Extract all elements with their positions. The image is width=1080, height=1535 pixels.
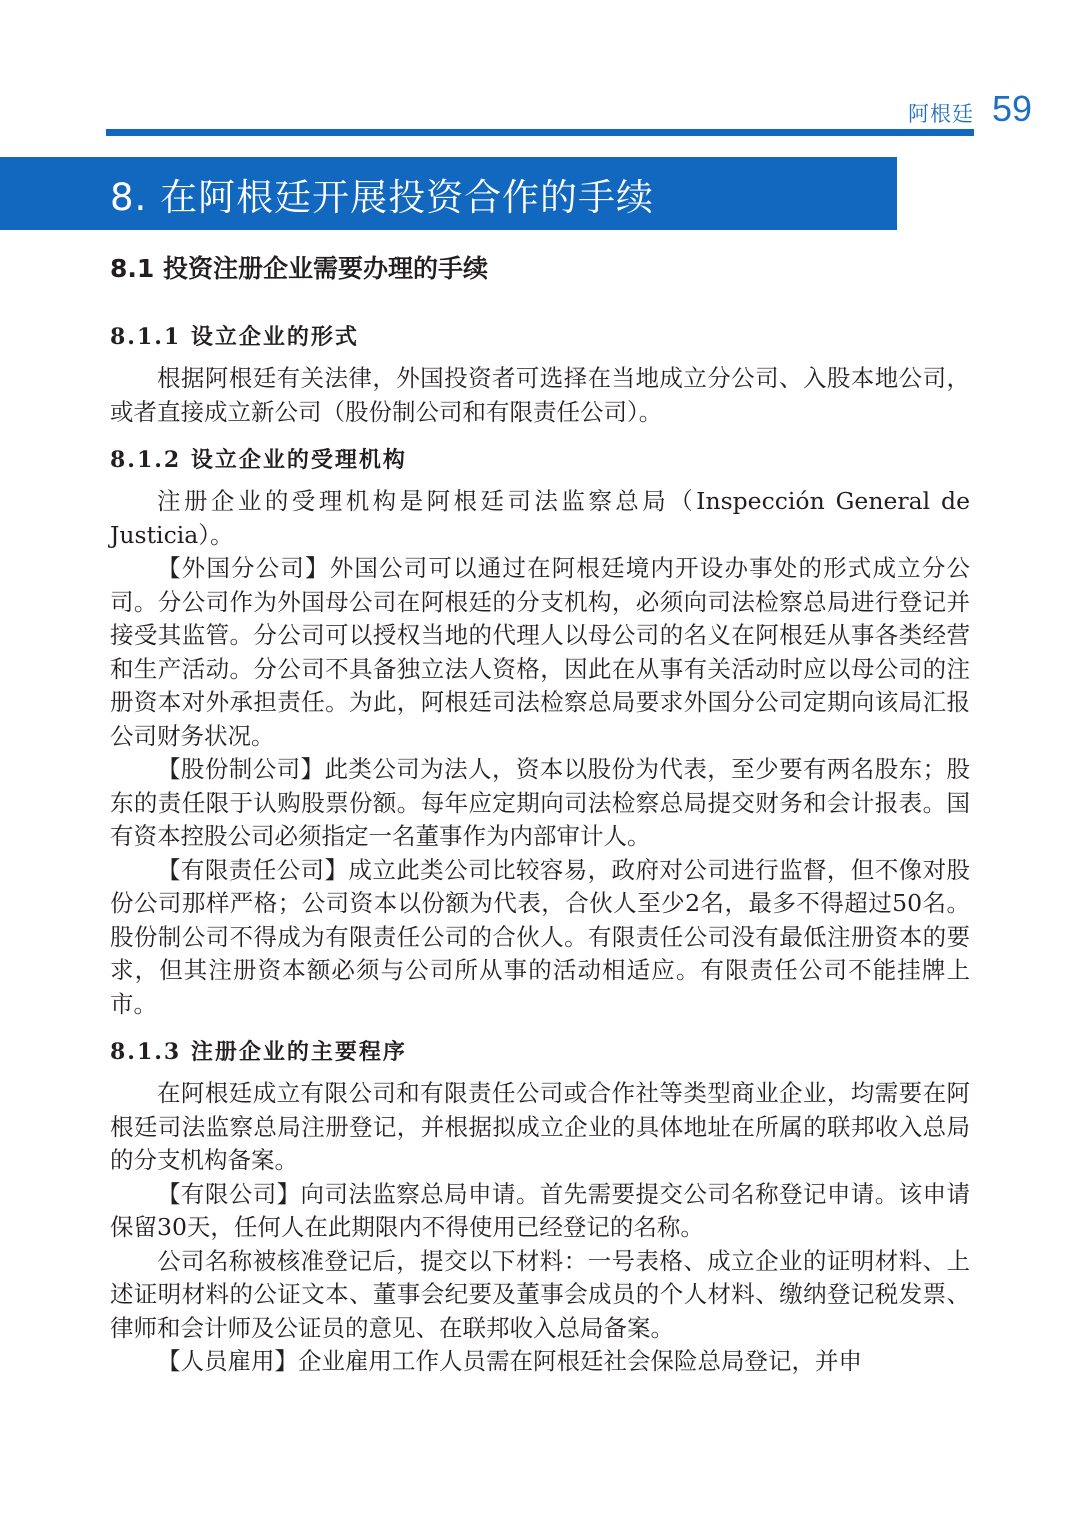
page-content — [110, 246, 970, 1379]
chapter-banner — [0, 157, 897, 230]
page-number: 59 — [991, 88, 1032, 129]
subsection-heading-8-1-3: 8.1.3 注册企业的主要程序 — [110, 1039, 407, 1065]
paragraph-limited-liability-company: 【有限责任公司】成立此类公司比较容易，政府对公司进行监督，但不像对股份公司那样严格；公司资本以份额为代表，合伙人至少2名，最多不得超过50名。股份制公司不得成为有限责任公司的合伙人。有限责任公司没有最低注册资本的要求，但其注册资本额必须与公司所从事的活动相适应。有限责任公司不能挂牌上市。 — [110, 855, 970, 1018]
paragraph-employment: 【人员雇用】企业雇用工作人员需在阿根廷社会保险总局登记，并申 — [157, 1347, 862, 1375]
running-header-country: 阿根廷 — [907, 102, 974, 126]
paragraph-8-1-3-1: 在阿根廷成立有限公司和有限责任公司或合作社等类型商业企业，均需要在阿根廷司法监察总局注册登记，并根据拟成立企业的具体地址在所属的联邦收入总局的分支机构备案。 — [110, 1079, 970, 1174]
running-header — [908, 88, 1032, 132]
paragraph-8-1-2-1: 注册企业的受理机构是阿根廷司法监察总局（Inspección General de Justicia）。 — [110, 487, 970, 549]
subsection-heading-8-1-1: 8.1.1 设立企业的形式 — [110, 324, 359, 350]
paragraph-8-1-1-1: 根据阿根廷有关法律，外国投资者可选择在当地成立分公司、入股本地公司，或者直接成立新公司（股份制公司和有限责任公司）。 — [110, 364, 970, 426]
paragraph-limited-company: 【有限公司】向司法监察总局申请。首先需要提交公司名称登记申请。该申请保留30天，任何人在此期限内不得使用已经登记的名称。 — [110, 1179, 970, 1241]
paragraph-required-materials: 公司名称被核准登记后，提交以下材料：一号表格、成立企业的证明材料、上述证明材料的公证文本、董事会纪要及董事会成员的个人材料、缴纳登记税发票、律师和会计师及公证员的意见、在联邦收入总局备案。 — [110, 1246, 970, 1342]
section-heading-8-1: 8.1 投资注册企业需要办理的手续 — [110, 254, 488, 283]
header-rule — [106, 129, 974, 136]
paragraph-joint-stock-company: 【股份制公司】此类公司为法人，资本以股份为代表，至少要有两名股东；股东的责任限于认购股票份额。每年应定期向司法检察总局提交财务和会计报表。国有资本控股公司必须指定一名董事作为内部审计人。 — [110, 755, 970, 850]
chapter-title: 8. 在阿根廷开展投资合作的手续 — [110, 175, 655, 219]
subsection-heading-8-1-2: 8.1.2 设立企业的受理机构 — [110, 447, 407, 473]
paragraph-foreign-branch: 【外国分公司】外国公司可以通过在阿根廷境内开设办事处的形式成立分公司。分公司作为外国母公司在阿根廷的分支机构，必须向司法检察总局进行登记并接受其监管。分公司可以授权当地的代理人以母公司的名义在阿根廷从事各类经营和生产活动。分公司不具备独立法人资格，因此在从事有关活动时应以母公司的注册资本对外承担责任。为此，阿根廷司法检察总局要求外国分公司定期向该局汇报公司财务状况。 — [110, 554, 970, 750]
